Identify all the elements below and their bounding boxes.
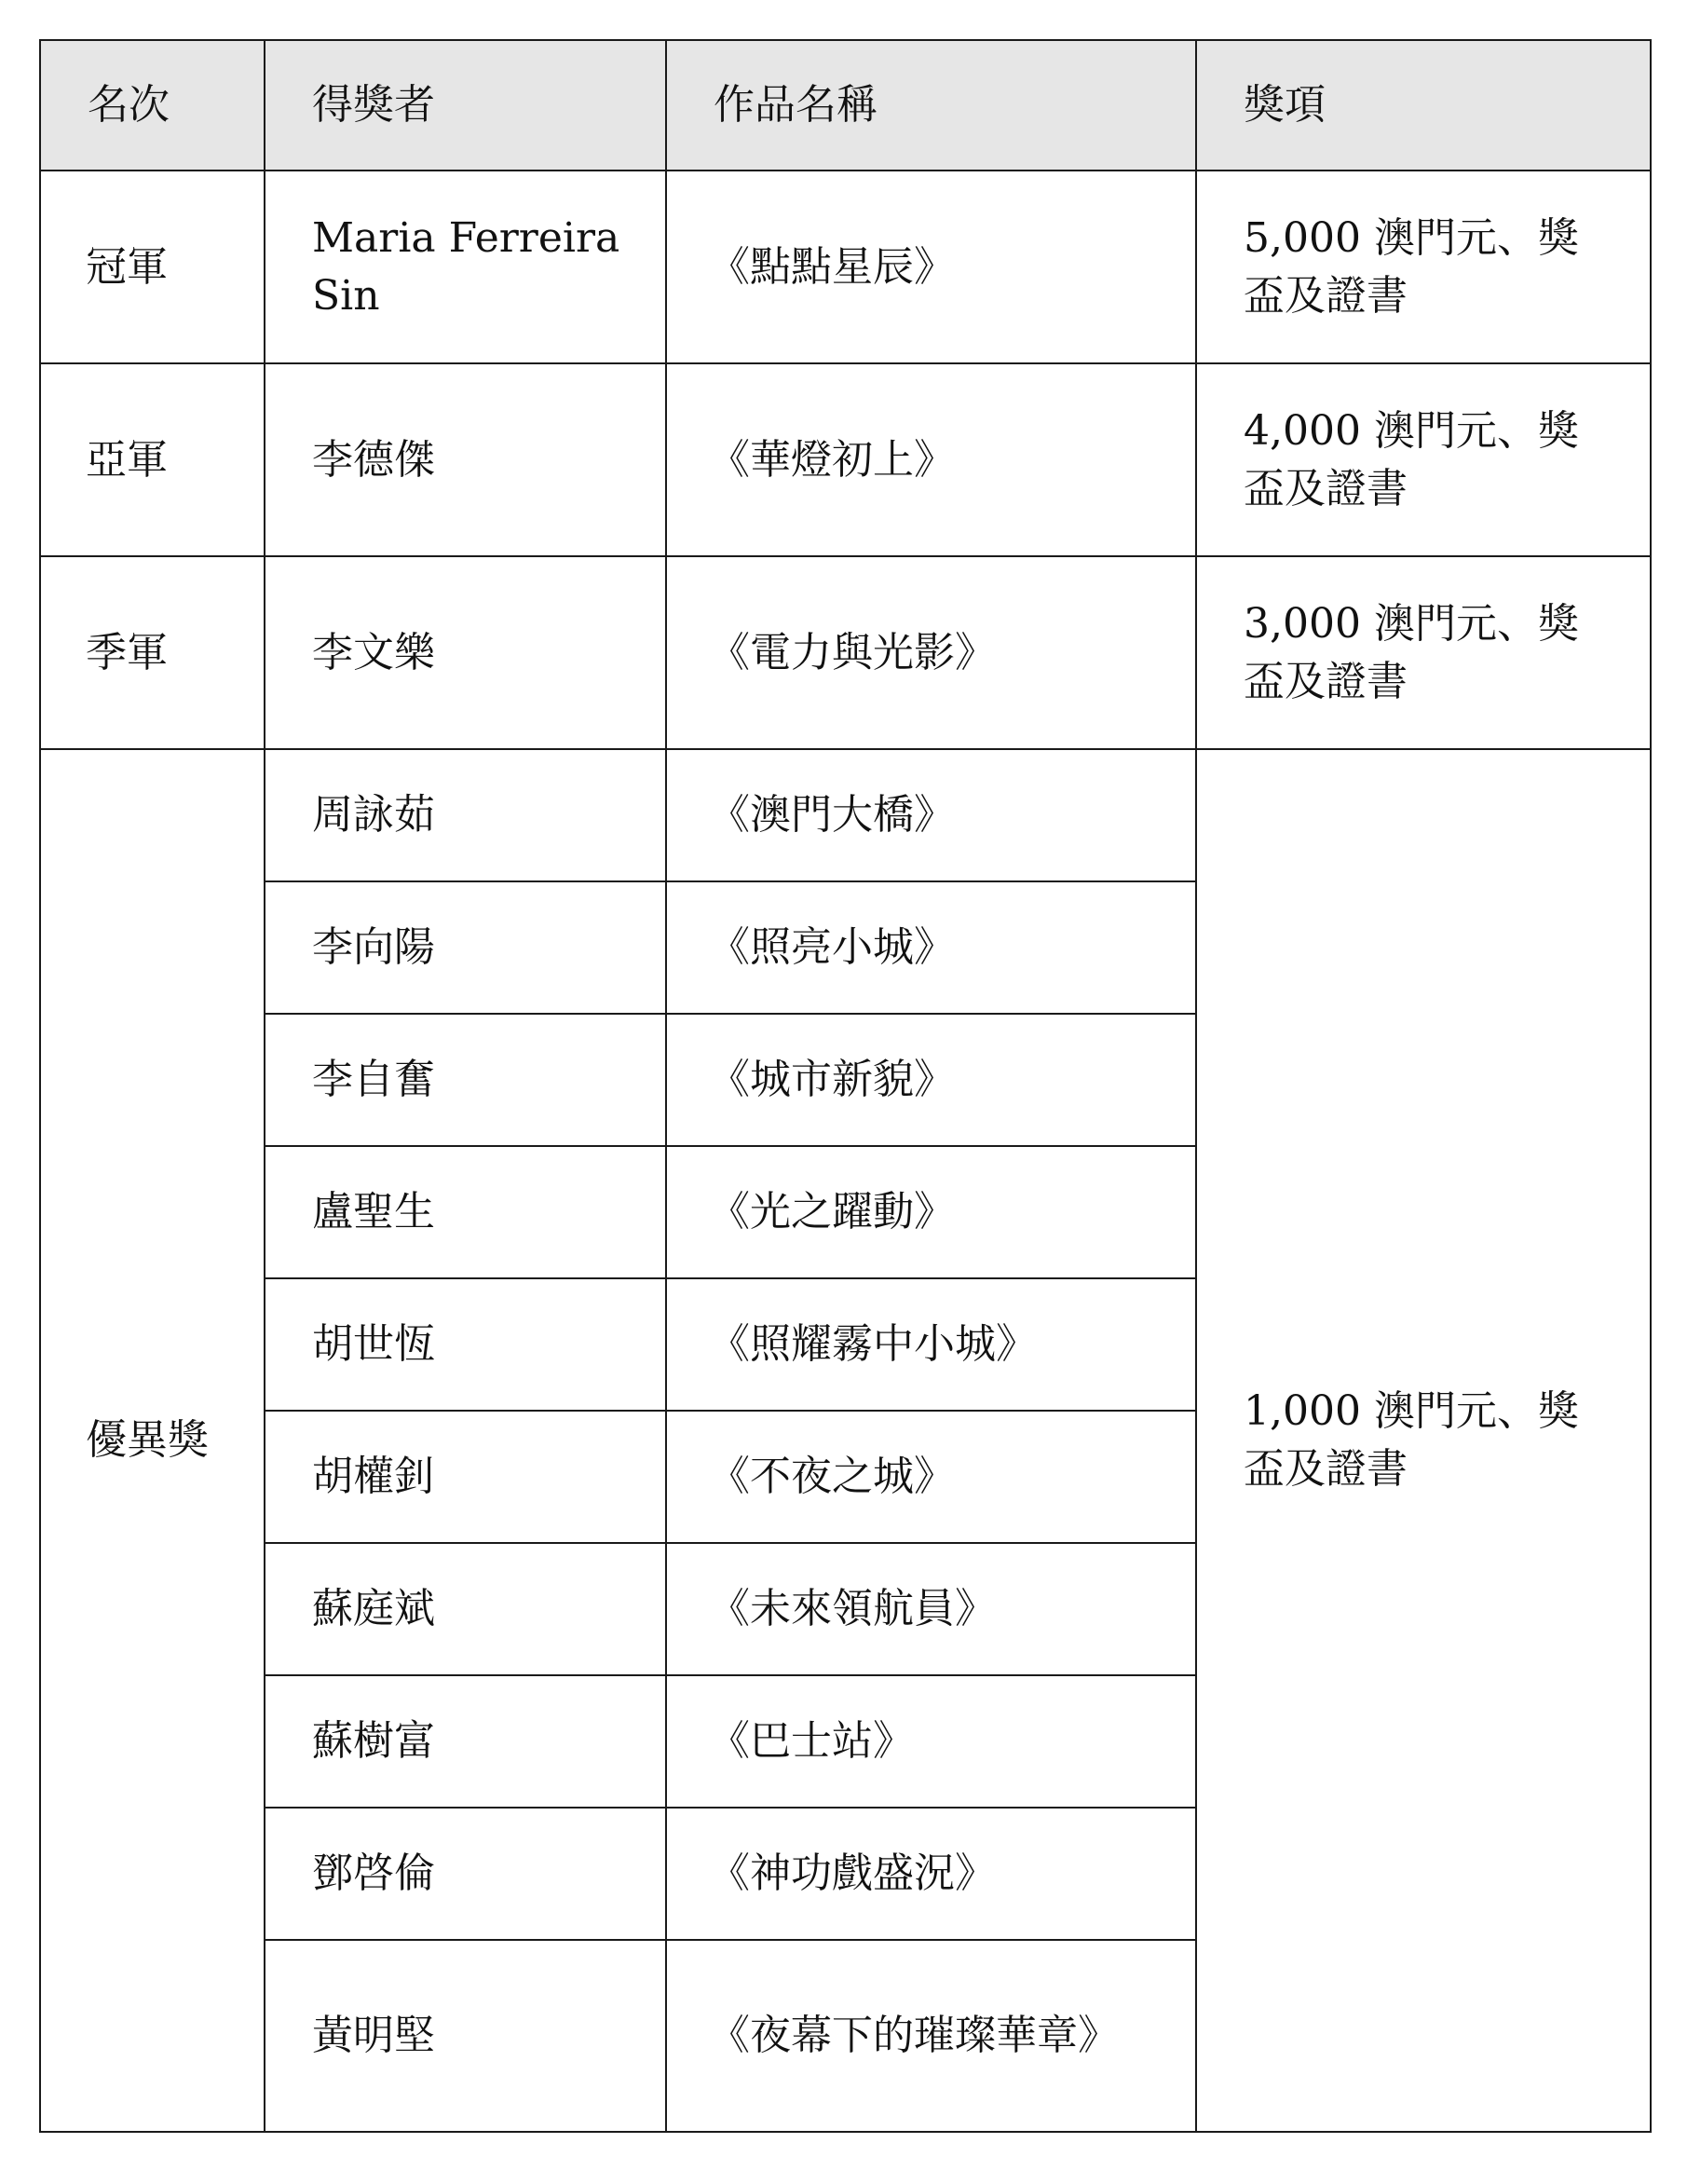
- winner-cell: 李向陽: [265, 881, 666, 1014]
- work-cell: 《照亮小城》: [666, 881, 1196, 1014]
- winner-cell: 李文樂: [265, 556, 666, 749]
- prize-cell: 4,000 澳門元、獎盃及證書: [1196, 363, 1651, 556]
- work-cell: 《未來領航員》: [666, 1543, 1196, 1675]
- rank-cell: 亞軍: [40, 363, 265, 556]
- work-cell: 《華燈初上》: [666, 363, 1196, 556]
- winner-cell: 胡世恆: [265, 1278, 666, 1411]
- work-cell: 《神功戲盛況》: [666, 1808, 1196, 1940]
- winner-cell: 鄧啓倫: [265, 1808, 666, 1940]
- winner-cell: 蘇樹富: [265, 1675, 666, 1808]
- prize-cell: 5,000 澳門元、獎盃及證書: [1196, 171, 1651, 363]
- merit-prize-cell: 1,000 澳門元、獎盃及證書: [1196, 749, 1651, 2132]
- winner-cell: 蘇庭斌: [265, 1543, 666, 1675]
- table-row-third-place: [40, 556, 1651, 749]
- winner-cell: 盧聖生: [265, 1146, 666, 1278]
- winner-cell: 李德傑: [265, 363, 666, 556]
- work-cell: 《點點星辰》: [666, 171, 1196, 363]
- header-prize: 獎項: [1196, 40, 1651, 171]
- header-winner: 得獎者: [265, 40, 666, 171]
- header-work: 作品名稱: [666, 40, 1196, 171]
- work-cell: 《照耀霧中小城》: [666, 1278, 1196, 1411]
- table-row-runner-up: [40, 363, 1651, 556]
- winner-cell: 周詠茹: [265, 749, 666, 881]
- merit-rank-cell: 優異獎: [40, 749, 265, 2132]
- winner-cell: 胡權釗: [265, 1411, 666, 1543]
- work-cell: 《夜幕下的璀璨華章》: [666, 1940, 1196, 2132]
- work-cell: 《澳門大橋》: [666, 749, 1196, 881]
- prize-cell: 3,000 澳門元、獎盃及證書: [1196, 556, 1651, 749]
- work-cell: 《巴士站》: [666, 1675, 1196, 1808]
- work-cell: 《電力與光影》: [666, 556, 1196, 749]
- winner-cell: Maria Ferreira Sin: [265, 171, 666, 363]
- rank-cell: 冠軍: [40, 171, 265, 363]
- table-row-champion: [40, 171, 1651, 363]
- awards-table: [39, 39, 1652, 2133]
- header-rank: 名次: [40, 40, 265, 171]
- header-row: [40, 40, 1651, 171]
- winner-cell: 李自奮: [265, 1014, 666, 1146]
- rank-cell: 季軍: [40, 556, 265, 749]
- work-cell: 《光之躍動》: [666, 1146, 1196, 1278]
- work-cell: 《不夜之城》: [666, 1411, 1196, 1543]
- table-row-merit: [40, 749, 1651, 881]
- work-cell: 《城市新貌》: [666, 1014, 1196, 1146]
- winner-cell: 黃明堅: [265, 1940, 666, 2132]
